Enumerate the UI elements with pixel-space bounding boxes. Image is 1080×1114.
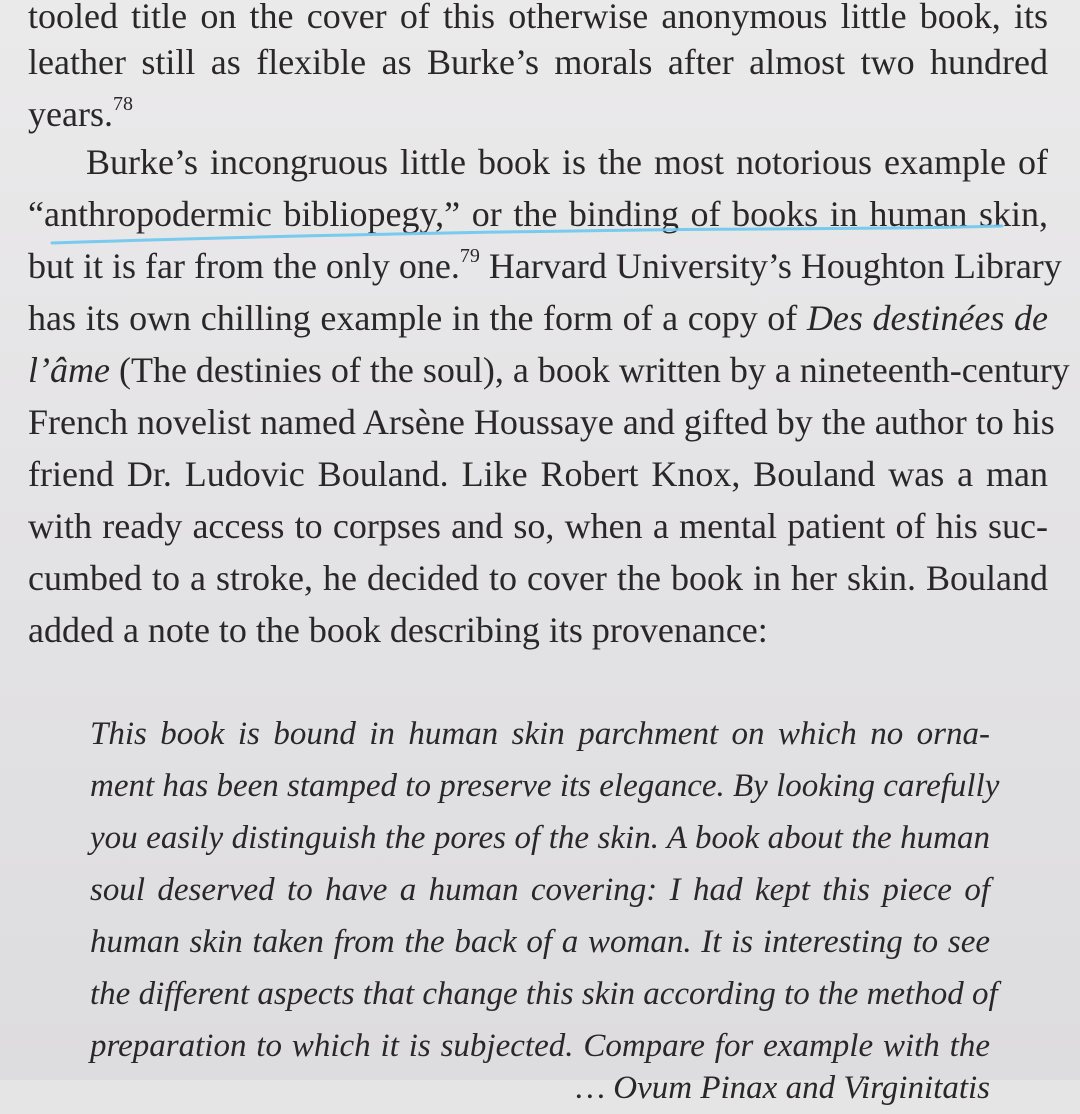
text-line-13: added a note to the book describing its provenance: (28, 610, 768, 650)
book-title-italic-cont: l’âme (28, 350, 110, 390)
text-line-8: l’âme (The destinies of the soul), a book written by a nineteenth-century (28, 350, 1070, 390)
quote-line-7: preparation to which it is subjected. Compare for example with the (90, 1028, 990, 1064)
quote-line-2: ment has been stamped to preserve its elegance. By looking carefully (90, 768, 1000, 804)
text-line-11: with ready access to corpses and so, when a mental patient of his suc- (28, 506, 1048, 546)
quote-line-3: you easily distinguish the pores of the skin. A book about the human (90, 820, 990, 856)
text-line-12: cumbed to a stroke, he decided to cover the book in her skin. Bouland (28, 558, 1048, 598)
text-line-3: years.$^{78}$ (28, 93, 133, 134)
text-line-1: tooled title on the cover of this otherwise anonymous little book, its (28, 0, 1048, 36)
text-line-4: Burke’s incongruous little book is the most notorious example of (86, 142, 1048, 182)
footnote-ref-78: 78 (112, 93, 133, 115)
quote-line-1: This book is bound in human skin parchment on which no orna- (90, 716, 990, 752)
text-line-5-highlighted: “anthropodermic bibliopegy,” or the binding of books in human skin, (28, 194, 1048, 234)
text-line-9: French novelist named Arsène Houssaye and gifted by the author to his (28, 402, 1055, 442)
quote-line-8-partial: … Ovum Pinax and Virginitatis (575, 1070, 990, 1106)
quote-line-4: soul deserved to have a human covering: I had kept this piece of (90, 872, 990, 908)
text-line-6: but it is far from the only one.$^{79}$ Harvard University’s Houghton Library (28, 245, 1062, 286)
text-line-10: friend Dr. Ludovic Bouland. Like Robert Knox, Bouland was a man (28, 454, 1048, 494)
text-line-7: has its own chilling example in the form of a copy of Des destinées de (28, 298, 1048, 338)
quote-line-5: human skin taken from the back of a woman. It is interesting to see (90, 924, 990, 960)
quote-line-6: the different aspects that change this skin according to the method of (90, 976, 998, 1012)
book-title-italic: Des destinées de (806, 298, 1048, 338)
text-line-2: leather still as flexible as Burke’s morals after almost two hundred (28, 42, 1048, 82)
footnote-ref-79: 79 (459, 245, 480, 267)
